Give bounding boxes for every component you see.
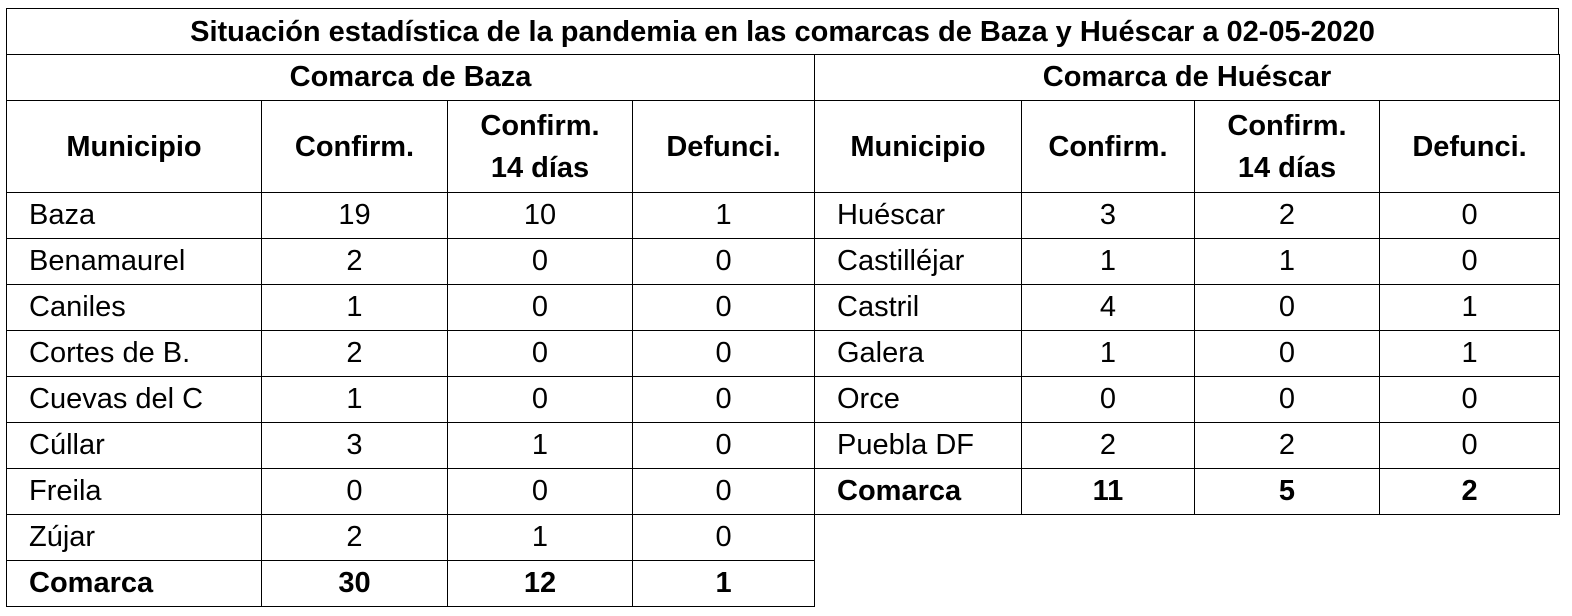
table-row [815,193,1560,239]
cell-confirm14: 10 [448,193,633,239]
cell-confirm: 2 [262,239,448,285]
table-row [815,423,1560,469]
cell-defunci: 0 [1380,193,1560,239]
total-confirm: 11 [1022,469,1195,515]
cell-confirm14: 1 [448,515,633,561]
cell-confirm14: 2 [1195,193,1380,239]
cell-name: Benamaurel [7,239,262,285]
cell-defunci: 0 [633,331,815,377]
huescar-heading: Comarca de Huéscar [815,55,1560,101]
baza-col-confirm14-line2: 14 días [490,151,590,184]
huescar-col-confirm14 [1195,101,1380,193]
cell-defunci: 1 [1380,331,1560,377]
cell-defunci: 1 [1380,285,1560,331]
cell-name: Orce [815,377,1022,423]
total-defunci: 2 [1380,469,1560,515]
cell-name: Galera [815,331,1022,377]
baza-col-confirm14-line1: Confirm. [480,109,600,142]
cell-confirm14: 0 [1195,377,1380,423]
cell-name: Freila [7,469,262,515]
baza-col-defunci: Defunci. [633,101,815,193]
cell-name: Puebla DF [815,423,1022,469]
table-row [7,515,815,561]
table-row [815,239,1560,285]
baza-table [6,54,815,607]
cell-name: Castilléjar [815,239,1022,285]
total-confirm14: 5 [1195,469,1380,515]
cell-name: Huéscar [815,193,1022,239]
baza-col-confirm14 [448,101,633,193]
cell-confirm: 4 [1022,285,1195,331]
cell-defunci: 0 [1380,423,1560,469]
baza-total-row [7,561,815,607]
table-row [815,285,1560,331]
cell-confirm14: 0 [448,331,633,377]
cell-defunci: 0 [633,515,815,561]
huescar-col-confirm14-line1: Confirm. [1227,109,1347,142]
table-row [7,285,815,331]
huescar-table [814,54,1560,515]
table-row [815,331,1560,377]
cell-confirm14: 0 [448,285,633,331]
cell-confirm: 2 [262,331,448,377]
huescar-col-defunci: Defunci. [1380,101,1560,193]
table-row [815,377,1560,423]
huescar-table-body [815,55,1560,515]
huescar-col-municipio: Municipio [815,101,1022,193]
total-name: Comarca [7,561,262,607]
huescar-header-row [815,101,1560,193]
cell-name: Cuevas del C [7,377,262,423]
cell-confirm14: 0 [448,239,633,285]
cell-confirm: 1 [1022,331,1195,377]
table-row [7,469,815,515]
document-title: Situación estadística de la pandemia en las comarcas de Baza y Huéscar a 02-05-2020 [6,8,1559,54]
table-row [7,423,815,469]
huescar-col-confirm: Confirm. [1022,101,1195,193]
cell-confirm: 3 [1022,193,1195,239]
cell-confirm: 2 [262,515,448,561]
total-confirm14: 12 [448,561,633,607]
cell-confirm14: 0 [448,377,633,423]
cell-defunci: 0 [633,377,815,423]
cell-confirm14: 1 [448,423,633,469]
cell-defunci: 0 [633,285,815,331]
cell-confirm14: 0 [1195,285,1380,331]
cell-confirm: 1 [262,285,448,331]
total-defunci: 1 [633,561,815,607]
total-name: Comarca [815,469,1022,515]
huescar-col-confirm14-line2: 14 días [1237,151,1337,184]
cell-name: Castril [815,285,1022,331]
baza-col-confirm: Confirm. [262,101,448,193]
cell-defunci: 0 [633,469,815,515]
statistics-document [6,8,1559,610]
cell-name: Cúllar [7,423,262,469]
table-row [7,331,815,377]
baza-heading: Comarca de Baza [7,55,815,101]
table-row [7,377,815,423]
huescar-total-row [815,469,1560,515]
baza-col-municipio: Municipio [7,101,262,193]
cell-confirm14: 1 [1195,239,1380,285]
cell-confirm14: 0 [448,469,633,515]
cell-confirm: 1 [1022,239,1195,285]
table-row [7,193,815,239]
cell-defunci: 1 [633,193,815,239]
cell-confirm: 0 [262,469,448,515]
cell-confirm: 0 [1022,377,1195,423]
cell-confirm14: 2 [1195,423,1380,469]
cell-defunci: 0 [633,423,815,469]
total-confirm: 30 [262,561,448,607]
cell-defunci: 0 [1380,239,1560,285]
baza-header-row [7,101,815,193]
cell-name: Zújar [7,515,262,561]
cell-confirm: 19 [262,193,448,239]
cell-confirm14: 0 [1195,331,1380,377]
cell-name: Cortes de B. [7,331,262,377]
cell-defunci: 0 [633,239,815,285]
cell-confirm: 3 [262,423,448,469]
cell-name: Caniles [7,285,262,331]
cell-defunci: 0 [1380,377,1560,423]
cell-confirm: 2 [1022,423,1195,469]
tables-area [6,54,1559,610]
cell-name: Baza [7,193,262,239]
cell-confirm: 1 [262,377,448,423]
table-row [7,239,815,285]
baza-table-body [7,55,815,607]
